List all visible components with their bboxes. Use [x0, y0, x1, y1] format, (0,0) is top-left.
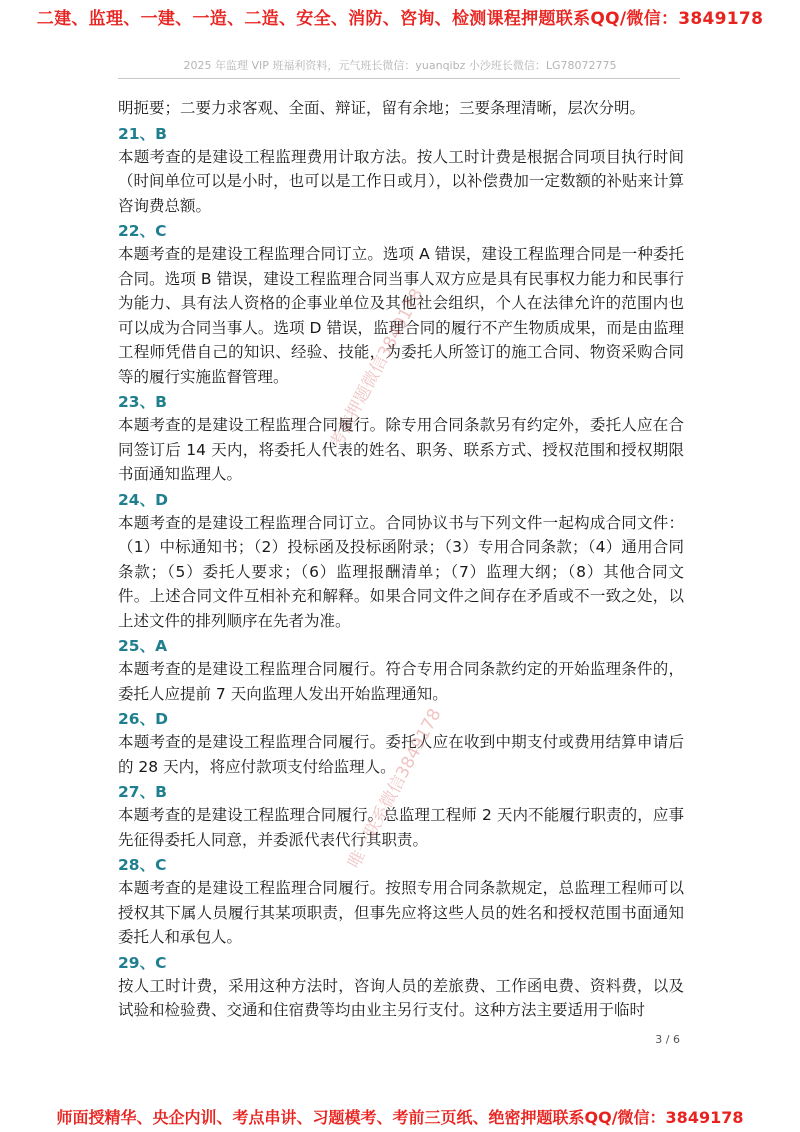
answer-heading: 23、B	[118, 393, 167, 411]
answer-heading: 29、C	[118, 953, 167, 972]
answer-explanation: 按人工时计费，采用这种方法时，咨询人员的差旅费、工作函电费、资料费，以及试验和检验费、交通和住宿费等均由业主另行支付。这种方法主要适用于临时	[118, 976, 684, 1019]
answer-item	[118, 489, 684, 634]
answer-explanation: 本题考查的是建设工程监理合同履行。按照专用合同条款规定，总监理工程师可以授权其下属人员履行其某项职责，但事先应将这些人员的姓名和授权范围书面通知委托人和承包人。	[118, 879, 684, 946]
answer-explanation: 本题考查的是建设工程监理合同订立。选项 A 错误，建设工程监理合同是一种委托合同。选项 B 错误，建设工程监理合同当事人双方应是具有民事权力能力和民事行为能力、具有法人资格的企事业单位及其他社会组织，个人在法律允许的范围内也可以成为合同当事人。选项 D 错误，监理合同的履行不产生物质成果，而是由监理工程师凭借自己的知识、经验、技能，为委托人所签订的施工合同、物资采购合同等的履行实施监督管理。	[118, 245, 684, 386]
answer-explanation: 本题考查的是建设工程监理合同订立。合同协议书与下列文件一起构成合同文件：（1）中标通知书；（2）投标函及投标函附录；（3）专用合同条款；（4）通用合同条款；（5）委托人要求；（6）监理报酬清单；（7）监理大纲；（8）其他合同文件。上述合同文件互相补充和解释。如果合同文件之间存在矛盾或不一致之处，以上述文件的排列顺序在先者为准。	[118, 513, 684, 630]
answer-explanation: 本题考查的是建设工程监理费用计取方法。按人工时计费是根据合同项目执行时间（时间单位可以是小时，也可以是工作日或月），以补偿费加一定数额的补贴来计算咨询费总额。	[118, 147, 684, 215]
answer-heading: 22、C	[118, 222, 167, 240]
document-body	[118, 96, 684, 1023]
answer-item	[118, 391, 684, 487]
intro-paragraph: 明扼要；二要力求客观、全面、辩证，留有余地；三要条理清晰，层次分明。	[118, 99, 646, 117]
diagonal-watermark: 唯一联系微信3849178	[344, 705, 446, 872]
answer-heading: 27、B	[118, 783, 167, 801]
answer-explanation: 本题考查的是建设工程监理合同履行。除专用合同条款另有约定外，委托人应在合同签订后 14 天内，将委托人代表的姓名、职务、联系方式、授权范围和授权期限书面通知监理人。	[118, 416, 684, 483]
top-contact-banner: 二建、监理、一建、一造、二造、安全、消防、咨询、检测课程押题联系QQ/微信：3849178	[36, 9, 764, 29]
answer-explanation: 本题考查的是建设工程监理合同履行。委托人应在收到中期支付或费用结算申请后的 28 天内，将应付款项支付给监理人。	[118, 733, 684, 776]
footer-contact-banner: 师面授精华、央企内训、考点串讲、习题模考、考前三页纸、绝密押题联系QQ/微信：3849178	[56, 1108, 744, 1127]
answer-item	[118, 123, 684, 219]
header-divider	[118, 78, 680, 79]
answer-heading: 26、D	[118, 710, 168, 728]
page-number: 3 / 6	[655, 1033, 680, 1046]
answer-item	[118, 220, 684, 389]
answer-item	[118, 781, 684, 852]
answer-explanation: 本题考查的是建设工程监理合同履行。符合专用合同条款约定的开始监理条件的，委托人应提前 7 天向监理人发出开始监理通知。	[118, 660, 684, 703]
answer-item	[118, 635, 684, 706]
answer-heading: 28、C	[118, 856, 167, 874]
answer-heading: 24、D	[118, 490, 168, 509]
answer-heading: 21、B	[118, 124, 167, 143]
header-note: 2025 年监理 VIP 班福利资料，元气班长微信：yuanqibz 小沙班长微信：LG78072775	[183, 59, 617, 72]
diagonal-watermark: 考前押题微信3849178	[326, 285, 428, 452]
answer-heading: 25、A	[118, 637, 168, 655]
answer-item	[118, 854, 684, 950]
answer-item	[118, 708, 684, 779]
answer-item	[118, 952, 684, 1023]
answer-explanation: 本题考查的是建设工程监理合同履行。总监理工程师 2 天内不能履行职责的，应事先征得委托人同意，并委派代表代行其职责。	[118, 806, 684, 849]
